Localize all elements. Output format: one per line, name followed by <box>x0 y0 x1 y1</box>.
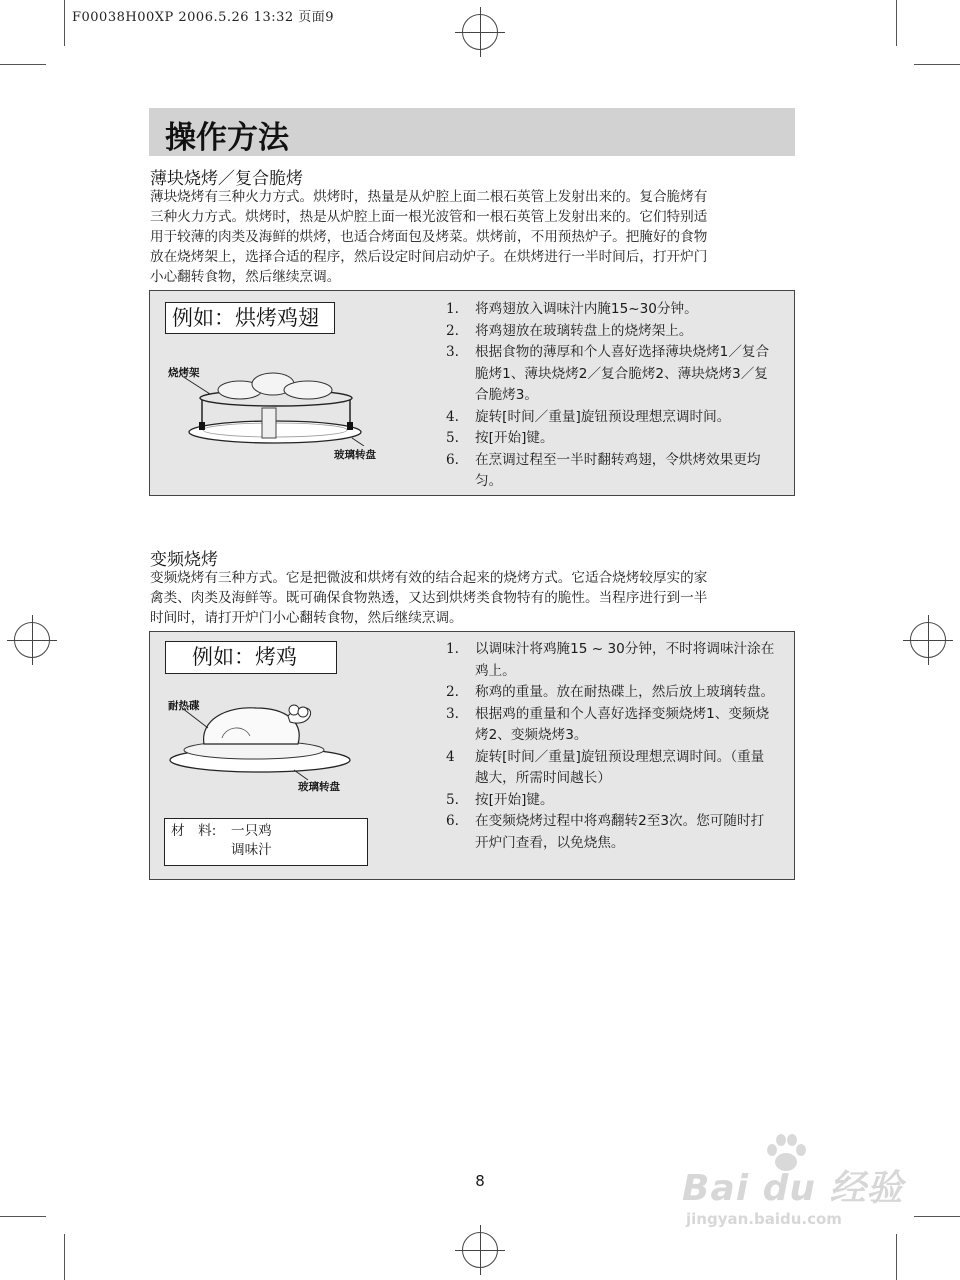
example-label: 例如：烘烤鸡翅 <box>165 302 335 334</box>
paragraph-line: 放在烧烤架上，选择合适的程序，然后设定时间启动炉子。在烘烤进行一半时间后，打开炉门 <box>150 249 708 265</box>
example-box-chicken <box>149 631 795 880</box>
list-item: 1. 将鸡翅放入调味汁内腌15~30分钟。 <box>446 301 698 317</box>
title-bar <box>149 108 795 156</box>
paragraph-line: 小心翻转食物，然后继续烹调。 <box>150 269 341 285</box>
list-item: 2. 将鸡翅放在玻璃转盘上的烧烤架上。 <box>446 322 693 339</box>
crop-mark <box>914 1216 960 1217</box>
example-label: 例如：烤鸡 <box>165 641 337 674</box>
list-item: 6. 在烹调过程至一半时翻转鸡翅，令烘烤效果更均匀。 <box>446 451 761 489</box>
turntable-label: 玻璃转盘 <box>334 449 376 461</box>
list-item: 2. 称鸡的重量。放在耐热碟上，然后放上玻璃转盘。 <box>446 684 775 700</box>
crop-mark <box>64 1234 65 1280</box>
steps-list <box>446 299 775 493</box>
registration-mark-icon <box>462 14 498 50</box>
crop-mark <box>896 0 897 46</box>
list-item: 5. 按[开始]键。 <box>446 791 554 808</box>
materials-box <box>164 818 368 866</box>
watermark-brand: Bai du 经验 <box>682 1168 904 1209</box>
section-paragraph-grill <box>150 187 796 287</box>
paragraph-line: 用于较薄的肉类及海鲜的烘烤，也适合烤面包及烤菜。烘烤前，不用预热炉子。把腌好的食物 <box>150 229 708 245</box>
crop-mark <box>0 1216 46 1217</box>
section-title-grill: 薄块烧烤／复合脆烤 <box>150 169 303 189</box>
turntable-label: 玻璃转盘 <box>298 781 340 793</box>
crop-mark <box>64 0 65 46</box>
paragraph-line: 禽类、肉类及海鲜等。既可确保食物熟透，又达到烘烤类食物特有的脆性。当程序进行到一半 <box>150 590 708 606</box>
rack-label: 烧烤架 <box>168 367 200 379</box>
material-item: 一只鸡 <box>231 823 272 839</box>
list-item: 3. 根据鸡的重量和个人喜好选择变频烧烤1、变频烧烤2、变频烧烤3。 <box>446 705 770 743</box>
heat-dish-label: 耐热碟 <box>168 700 200 712</box>
list-item: 4 旋转[时间／重量]旋钮预设理想烹调时间。（重量越大，所需时间越长） <box>446 748 765 786</box>
crop-mark <box>0 64 46 65</box>
registration-mark-icon <box>14 622 50 658</box>
section-title-inverter-grill: 变频烧烤 <box>150 550 218 570</box>
registration-mark-icon <box>910 622 946 658</box>
crop-mark <box>914 64 960 65</box>
paragraph-line: 变频烧烤有三种方式。它是把微波和烘烤有效的结合起来的烧烤方式。它适合烧烤较厚实的家 <box>150 570 708 586</box>
page-number: 8 <box>475 1172 485 1190</box>
page-title: 操作方法 <box>165 120 289 156</box>
paragraph-line: 时间时，请打开炉门小心翻转食物，然后继续烹调。 <box>150 610 463 626</box>
paragraph-line: 薄块烧烤有三种火力方式。烘烤时，热量是从炉腔上面二根石英管上发射出来的。复合脆烤有 <box>150 189 708 205</box>
list-item: 5. 按[开始]键。 <box>446 430 554 446</box>
steps-list <box>446 639 775 854</box>
section-paragraph-inverter-grill <box>150 568 796 628</box>
list-item: 4. 旋转[时间／重量]旋钮预设理想烹调时间。 <box>446 408 731 425</box>
list-item: 1. 以调味汁将鸡腌15 ~ 30分钟，不时将调味汁涂在鸡上。 <box>446 641 775 679</box>
watermark <box>676 1132 906 1242</box>
list-item: 6. 在变频烧烤过程中将鸡翻转2至3次。您可随时打开炉门查看，以免烧焦。 <box>446 813 765 851</box>
example-box-wings <box>149 290 795 496</box>
grill-rack-illustration <box>180 366 370 446</box>
print-header: F00038H00XP 2006.5.26 13:32 页面9 <box>72 10 335 25</box>
paragraph-line: 三种火力方式。烘烤时，热是从炉腔上面一根光波管和一根石英管上发射出来的。它们特别适 <box>150 209 708 225</box>
registration-mark-icon <box>462 1232 498 1268</box>
watermark-url: jingyan.baidu.com <box>686 1210 842 1228</box>
materials-label: 材 料: <box>171 823 217 839</box>
material-item: 调味汁 <box>231 842 272 858</box>
list-item: 3. 根据食物的薄厚和个人喜好选择薄块烧烤1／复合脆烤1、薄块烧烤2／复合脆烤2、薄块烧烤3／复合脆烤3。 <box>446 344 770 403</box>
